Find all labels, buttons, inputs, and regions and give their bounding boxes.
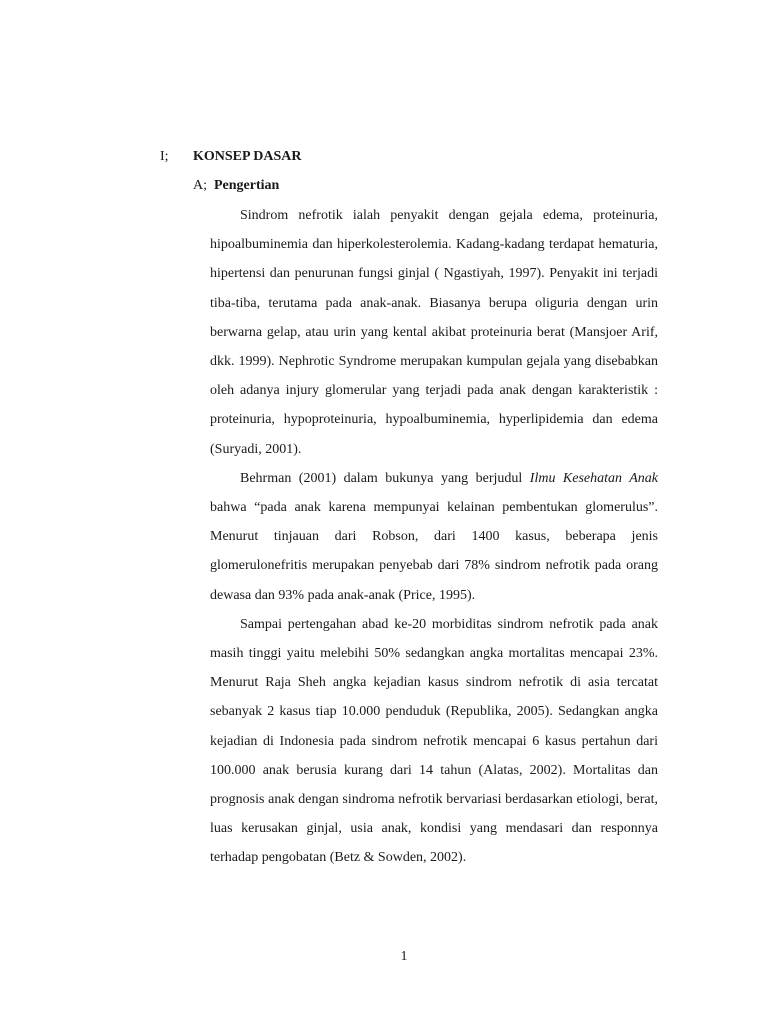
paragraph-behrman-rest: bahwa “pada anak karena mempunyai kelainan pembentukan glomerulus”. Menurut tinjauan dari Robson, dari 1400 kasus, beberapa jenis glomerulonefritis merupakan penyebab dari 78% sindrom nefrotik pada orang dewasa dan 93% pada anak-anak (Price, 1995). xyxy=(210,500,658,603)
paragraph-behrman-intro: Behrman (2001) dalam bukunya yang berjudul xyxy=(240,470,530,486)
subsection-number: A; xyxy=(193,178,207,193)
body-text xyxy=(210,201,658,873)
book-title: Ilmu Kesehatan Anak xyxy=(529,470,659,486)
page-number: 1 xyxy=(400,949,408,964)
paragraph-behrman xyxy=(210,464,658,610)
section-number: I; xyxy=(160,149,169,164)
section-heading xyxy=(160,147,302,167)
subsection-heading xyxy=(193,176,279,196)
section-title: KONSEP DASAR xyxy=(193,149,302,164)
subsection-title: Pengertian xyxy=(214,178,280,193)
paragraph-epidemiology: Sampai pertengahan abad ke-20 morbiditas sindrom nefrotik pada anak masih tinggi yaitu melebihi 50% sedangkan angka mortalitas mencapai 23%. Menurut Raja Sheh angka kejadian kasus sindrom nefrotik di asia tercatat sebanyak 2 kasus tiap 10.000 penduduk (Republika, 2005). Sedangkan angka kejadian di Indonesia pada sindrom nefrotik mencapai 6 kasus pertahun dari 100.000 anak berusia kurang dari 14 tahun (Alatas, 2002). Mortalitas dan prognosis anak dengan sindroma nefrotik bervariasi berdasarkan etiologi, berat, luas kerusakan ginjal, usia anak, kondisi yang mendasari dan responnya terhadap pengobatan (Betz & Sowden, 2002). xyxy=(210,616,658,866)
paragraph-definition: Sindrom nefrotik ialah penyakit dengan gejala edema, proteinuria, hipoalbuminemia dan hiperkolesterolemia. Kadang-kadang terdapat hematuria, hipertensi dan penurunan fungsi ginjal ( Ngastiyah, 1997). Penyakit ini terjadi tiba-tiba, terutama pada anak-anak. Biasanya berupa oliguria dengan urin berwarna gelap, atau urin yang kental akibat proteinuria berat (Mansjoer Arif, dkk. 1999). Nephrotic Syndrome merupakan kumpulan gejala yang disebabkan oleh adanya injury glomerular yang terjadi pada anak dengan karakteristik : proteinuria, hypoproteinuria, hypoalbuminemia, hyperlipidemia dan edema (Suryadi, 2001). xyxy=(210,208,658,457)
